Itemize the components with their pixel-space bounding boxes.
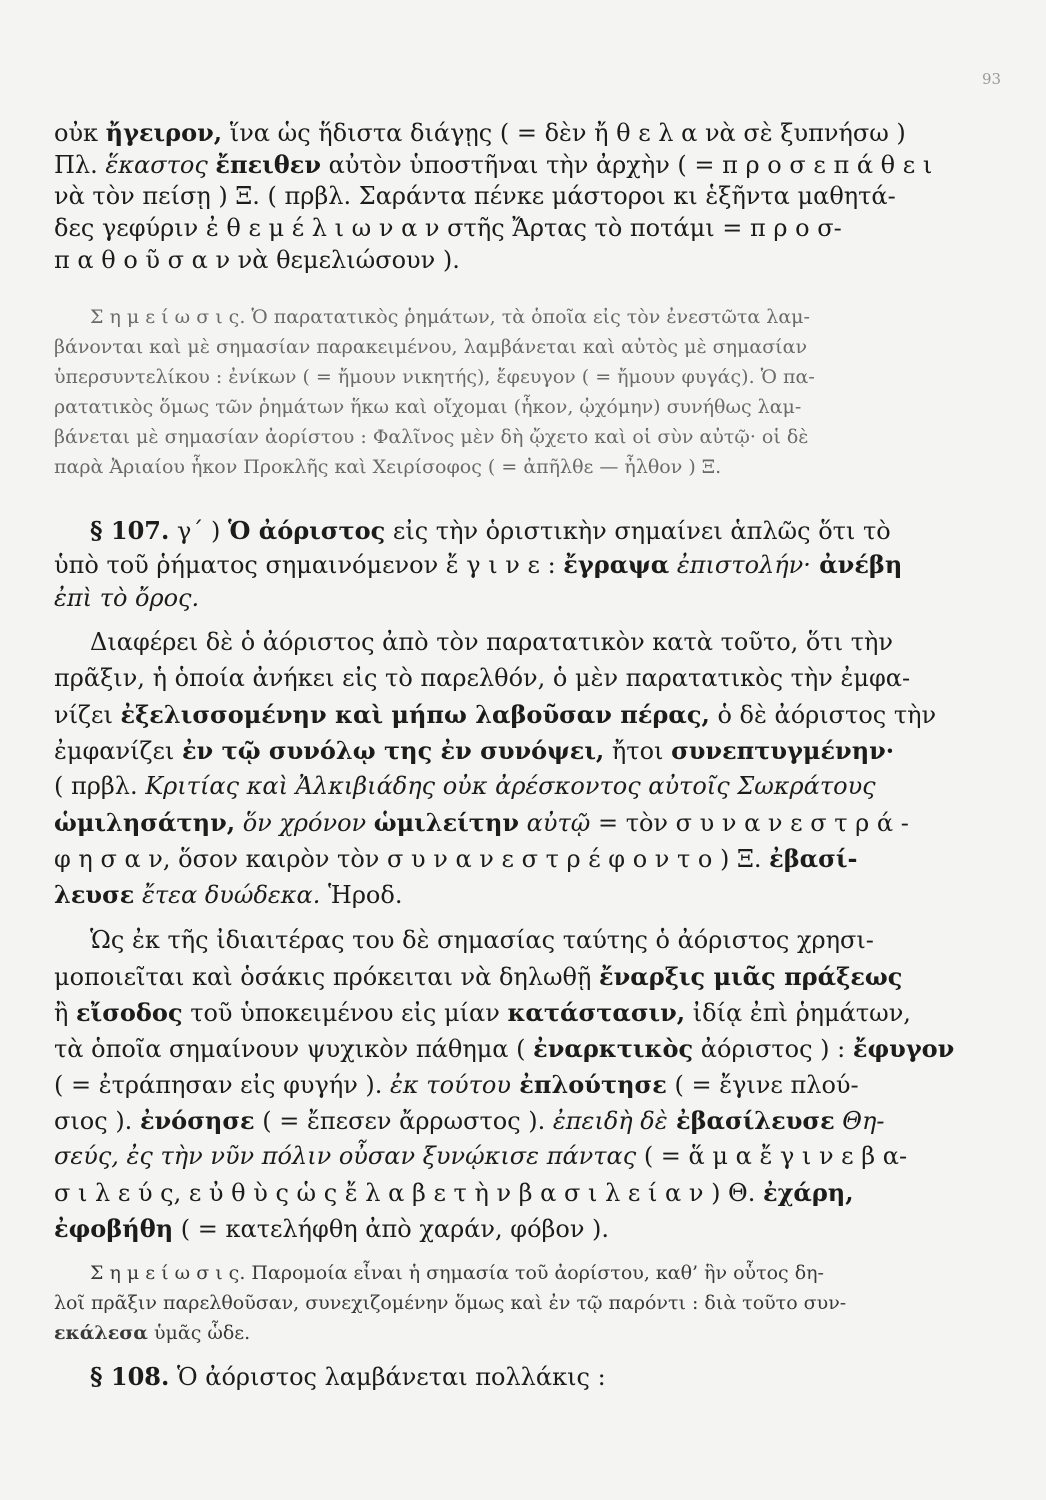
section-107-heading: § 107. γ΄ ) Ὁ ἀόριστος εἰς τὴν ὁριστικὴν σημαίνει ἁπλῶς ὅτι τὸ <box>90 516 891 545</box>
text-line: δες γεφύριν ἐ θ ε μ έ λ ι ω ν α ν στῆς Ἄρτας τὸ ποτάμι = π ρ ο σ- <box>54 214 842 242</box>
note-line: ὑπερσυντελίκου : ἐνίκων ( = ἤμουν νικητής), ἔφευγον ( = ἤμουν φυγάς). Ὁ πα- <box>54 366 815 388</box>
text-line: σιος ). ἐνόσησε ( = ἔπεσεν ἄρρωστος ). ἐπειδὴ δὲ ἐβασίλευσε Θη- <box>54 1106 885 1135</box>
text-line: φ η σ α ν, ὅσον καιρὸν τὸν σ υ ν α ν ε σ τ ρ έ φ ο ν τ ο ) Ξ. ἐβασί- <box>54 844 858 873</box>
note-line: παρὰ Ἀριαίου ἧκον Προκλῆς καὶ Χειρίσοφος ( = ἀπῆλθε — ἦλθον ) Ξ. <box>54 456 722 478</box>
text-line: ἐμφανίζει ἐν τῷ συνόλῳ της ἐν συνόψει, ἤτοι συνεπτυγμένην· <box>54 736 895 765</box>
note-line: βάνεται μὲ σημασίαν ἀορίστου : Φαλῖνος μὲν δὴ ᾤχετο καὶ οἱ σὺν αὐτῷ· οἱ δὲ <box>54 426 809 448</box>
text-line: π α θ ο ῦ σ α ν νὰ θεμελιώσουν ). <box>54 246 460 274</box>
text-line: πρᾶξιν, ἡ ὁποία ἀνήκει εἰς τὸ παρελθόν, ὁ μὲν παρατατικὸς τὴν ἐμφα- <box>54 664 911 692</box>
page-number: 93 <box>982 70 1002 88</box>
text-line: σ ι λ ε ύ ς, ε ὐ θ ὺ ς ὡ ς ἔ λ α β ε τ ὴ ν β α σ ι λ ε ί α ν ) Θ. ἐχάρη, <box>54 1178 854 1207</box>
text-line: ( = ἐτράπησαν εἰς φυγήν ). ἐκ τούτου ἐπλούτησε ( = ἔγινε πλού- <box>54 1070 859 1099</box>
text-line: ὑπὸ τοῦ ῥήματος σημαινόμενον ἔ γ ι ν ε : ἔγραψα ἐπιστολήν· ἀνέβη <box>54 550 903 579</box>
text-line: τὰ ὁποῖα σημαίνουν ψυχικὸν πάθημα ( ἐναρκτικὸς ἀόριστος ) : ἔφυγον <box>54 1034 955 1063</box>
text-line: ( πρβλ. Κριτίας καὶ Ἀλκιβιάδης οὐκ ἀρέσκοντος αὐτοῖς Σωκράτους <box>54 772 876 800</box>
text-line: λευσε ἔτεα δυώδεκα. Ἡροδ. <box>54 880 403 909</box>
note-line: εκάλεσα ὑμᾶς ὧδε. <box>54 1322 251 1344</box>
text-line: ἢ εἴσοδος τοῦ ὑποκειμένου εἰς μίαν κατάστασιν, ἰδίᾳ ἐπὶ ῥημάτων, <box>54 998 911 1027</box>
note-line: Σ η μ ε ί ω σ ι ς. Ὁ παρατατικὸς ῥημάτων, τὰ ὁποῖα εἰς τὸν ἐνεστῶτα λαμ- <box>90 306 810 328</box>
text-line: Ὡς ἐκ τῆς ἰδιαιτέρας του δὲ σημασίας ταύτης ὁ ἀόριστος χρησι- <box>90 926 874 954</box>
text-line: μοποιεῖται καὶ ὁσάκις πρόκειται νὰ δηλωθῇ ἔναρξις μιᾶς πράξεως <box>54 962 903 991</box>
text-line: Πλ. ἕκαστος ἔπειθεν αὐτὸν ὑποστῆναι τὴν ἀρχὴν ( = π ρ ο σ ε π ά θ ε ι <box>54 150 933 179</box>
section-108-heading: § 108. Ὁ ἀόριστος λαμβάνεται πολλάκις : <box>90 1362 606 1391</box>
note-line: Σ η μ ε ί ω σ ι ς. Παρομοία εἶναι ἡ σημασία τοῦ ἀορίστου, καθ’ ἣν οὗτος δη- <box>90 1262 824 1284</box>
text-line: νίζει ἐξελισσομένην καὶ μήπω λαβοῦσαν πέρας, ὁ δὲ ἀόριστος τὴν <box>54 700 937 729</box>
text-line: Διαφέρει δὲ ὁ ἀόριστος ἀπὸ τὸν παρατατικὸν κατὰ τοῦτο, ὅτι τὴν <box>90 628 893 656</box>
note-line: βάνονται καὶ μὲ σημασίαν παρακειμένου, λαμβάνεται καὶ αὐτὸς μὲ σημασίαν <box>54 336 808 358</box>
note-line: ρατατικὸς ὅμως τῶν ῥημάτων ἥκω καὶ οἴχομαι (ἧκον, ᾠχόμην) συνήθως λαμ- <box>54 396 802 418</box>
text-line: νὰ τὸν πείσῃ ) Ξ. ( πρβλ. Σαράντα πένκε μάστοροι κι ἑξῆντα μαθητά- <box>54 182 896 210</box>
text-line: ὡμιλησάτην, ὅν χρόνον ὡμιλείτην αὐτῷ = τὸν σ υ ν α ν ε σ τ ρ ά - <box>54 808 909 837</box>
text-line: ἐφοβήθη ( = κατελήφθη ἀπὸ χαράν, φόβον ). <box>54 1214 610 1243</box>
text-line: οὐκ ἤγειρον, ἵνα ὡς ἥδιστα διάγῃς ( = δὲν ἤ θ ε λ α νὰ σὲ ξυπνήσω ) <box>54 118 906 147</box>
text-line: ἐπὶ τὸ ὄρος. <box>54 584 200 612</box>
note-line: λοῖ πρᾶξιν παρελθοῦσαν, συνεχιζομένην ὅμως καὶ ἐν τῷ παρόντι : διὰ τοῦτο συν- <box>54 1292 847 1314</box>
text-line: σεύς, ἐς τὴν νῦν πόλιν οὖσαν ξυνῴκισε πάντας ( = ἅ μ α ἔ γ ι ν ε β α- <box>54 1142 908 1170</box>
